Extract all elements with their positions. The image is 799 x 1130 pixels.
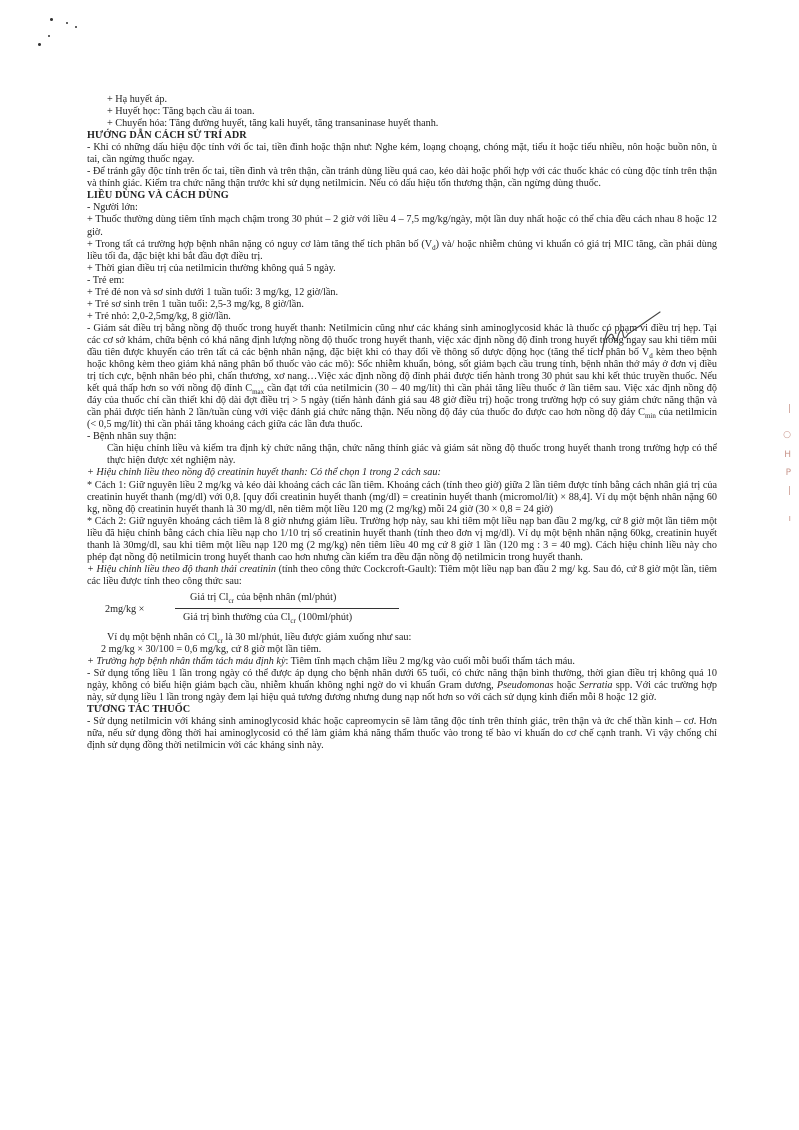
- paragraph: + Trẻ nhỏ: 2,0-2,5mg/kg, 8 giờ/lần.: [87, 310, 231, 322]
- formula-denominator: Giá trị bình thường của $Cl_{cr}$ (100ml/phút): [183, 611, 353, 625]
- margin-mark: |: [787, 404, 791, 414]
- paragraph: * Cách 1: Giữ nguyên liều 2 mg/kg và kéo dài khoảng cách các lần tiêm. Khoảng cách (tính theo giờ) giữa 2 lần tiêm được tính bằng cách nhân giá trị của creatinin huyết thanh (mg/dl) với 0,8. [quy đổi creatinin huyết thanh (mg/dl) = creatinin huyết thanh (micromol/lít) × 88,4]. Ví dụ một bệnh nhân nặng 60 kg, nồng độ creatinin huyết thanh là 30 mg/dl, nên tiêm một liều 120 mg (2 mg/kg) mỗi 24 giờ (30 × 0,8 = 24 giờ): [87, 479, 717, 515]
- adr-item-hematology: + Huyết học: Tăng bạch cầu ái toan.: [107, 106, 255, 118]
- scan-speck: [66, 22, 68, 24]
- section-heading-adr: HƯỚNG DẪN CÁCH SỬ TRÍ ADR: [87, 130, 247, 142]
- paragraph: + Trẻ sơ sinh trên 1 tuần tuổi: 2,5-3 mg/kg, 8 giờ/lần.: [87, 298, 304, 310]
- paragraph: 2 mg/kg × 30/100 = 0,6 mg/kg, cứ 8 giờ một lần tiêm.: [101, 643, 322, 655]
- section-heading-interactions: TƯƠNG TÁC THUỐC: [87, 704, 191, 716]
- margin-mark: ○: [783, 430, 791, 440]
- paragraph: + Trường hợp bệnh nhân thẩm tách máu định kỳ: Tiêm tĩnh mạch chậm liều 2 mg/kg vào cuối mỗi buổi thẩm tách máu.: [87, 656, 575, 668]
- scan-speck: [75, 26, 77, 28]
- margin-mark: H: [784, 450, 791, 460]
- adr-item-blood-pressure: + Hạ huyết áp.: [107, 94, 168, 105]
- paragraph: - Trẻ em:: [87, 274, 125, 286]
- paragraph: + Thuốc thường dùng tiêm tĩnh mạch chậm trong 30 phút – 2 giờ với liều 4 – 7,5 mg/kg/ngày, một lần duy nhất hoặc có thể chia đều cách nhau 8 hoặc 12 giờ.: [87, 214, 717, 238]
- paragraph: + Hiệu chỉnh liều theo nồng độ creatinin huyết thanh: Có thể chọn 1 trong 2 cách sau:: [87, 467, 441, 479]
- scan-speck: [50, 18, 53, 21]
- paragraph: - Để tránh gây độc tính trên ốc tai, tiền đình và trên thận, cần tránh dùng liều quá cao, kéo dài hoặc phối hợp với các thuốc khác có cùng độc tính trên thận và thính giác. Kiểm tra chức năng thận trước khi sử dụng netilmicin. Nếu có dấu hiệu tổn thương thận, cần ngừng dùng thuốc.: [87, 166, 717, 190]
- paragraph: Cần hiệu chỉnh liều và kiểm tra định kỳ chức năng thận, chức năng thính giác và giám sát nồng độ thuốc trong huyết thanh trong trường hợp có thể thực hiện được xét nghiệm này.: [107, 443, 717, 467]
- margin-mark: ı: [788, 514, 791, 524]
- section-heading-dosage: LIỀU DÙNG VÀ CÁCH DÙNG: [87, 190, 229, 202]
- paragraph: - Bệnh nhân suy thận:: [87, 431, 177, 443]
- margin-mark: P: [785, 468, 791, 478]
- scan-speck: [38, 43, 41, 46]
- paragraph: - Sử dụng netilmicin với kháng sinh aminoglycosid khác hoặc capreomycin sẽ làm tăng độc tính trên thính giác, trên thận và ức chế thần kinh – cơ. Hơn nữa, nếu sử dụng đồng thời hai aminoglycosid có thể làm giảm khả năng thẩm thuốc vào trong tế bào vi khuẩn do cơ chế cạnh tranh. Vì vậy chống chỉ định sử dụng đồng thời netilmicin với các kháng sinh này.: [87, 716, 717, 752]
- formula-lhs: 2mg/kg ×: [105, 603, 145, 615]
- document-page: [87, 94, 717, 752]
- fraction-bar: [175, 608, 399, 609]
- paragraph: + Trẻ đẻ non và sơ sinh dưới 1 tuần tuổi: 3 mg/kg, 12 giờ/lần.: [87, 286, 338, 298]
- paragraph: Ví dụ một bệnh nhân có $Cl_{cr}$ là 30 ml/phút, liều được giảm xuống như sau:: [107, 631, 412, 645]
- paragraph: + Thời gian điều trị của netilmicin thường không quá 5 ngày.: [87, 262, 336, 274]
- paragraph: - Sử dụng tổng liều 1 lần trong ngày có thể được áp dụng cho bệnh nhân dưới 65 tuổi, có chức năng thận bình thường, thời gian điều trị không quá 10 ngày, không có biểu hiện giảm bạch cầu, nhiễm khuẩn không nghi ngờ do vi khuẩn Gram dương, Pseudomonas hoặc Serratia spp. Với các trường hợp này, sử dụng liều 1 lần trong ngày đem lại hiệu quả tương đương nhưng dung nạp nốt hơn so với cách sử dụng kinh điển mỗi 8 hoặc 12 giờ.: [87, 668, 718, 704]
- paragraph: + Hiệu chỉnh liều theo độ thanh thải creatinin (tính theo công thức Cockcroft-Gault): Tiêm một liều nạp ban đầu 2 mg/ kg. Sau đó, cứ 8 giờ một lần, tiêm các liều được tính theo công thức sau:: [87, 563, 717, 587]
- paragraph: - Người lớn:: [87, 202, 138, 214]
- paragraph: + Trong tất cả trường hợp bệnh nhân nặng có nguy cơ làm tăng thể tích phân bố $(V_d)$ và/ hoặc nhiễm chủng vi khuẩn có giá trị MIC tăng, cần phải dùng liều tối đa, đặc biệt khi bắt đầu đợt điều trị.: [87, 238, 718, 262]
- margin-mark: |: [787, 486, 791, 496]
- dose-formula: [87, 590, 717, 630]
- paragraph: * Cách 2: Giữ nguyên khoảng cách tiêm là 8 giờ nhưng giảm liều. Trường hợp này, sau khi tiêm một liều nạp ban đầu 2 mg/kg, cứ 8 giờ một lần tiêm một liều đã hiệu chỉnh bằng cách chia liều nạp cho 1/10 trị số creatinin huyết thanh (tính theo đơn vị mg/dl). Ví dụ một bệnh nhân nặng 60kg, creatinin huyết thanh là 30mg/dl, sau khi tiêm một liều nạp 120 mg (2 mg/kg) nên tiêm liều 40 mg cứ 8 giờ 1 lần (120 mg : 3 = 40 mg). Cách hiệu chỉnh liều này cho phép đạt nồng độ netilmicin trong huyết thanh cao hơn nhưng cần kiểm tra đều đặn nồng độ netilmicin trong huyết thanh.: [87, 515, 717, 563]
- adr-item-metabolism: + Chuyển hóa: Tăng đường huyết, tăng kali huyết, tăng transaninase huyết thanh.: [107, 118, 439, 130]
- scan-speck: [48, 35, 50, 37]
- paragraph: - Khi có những dấu hiệu độc tính với ốc tai, tiền đình hoặc thận như: Nghe kém, loạng choạng, chóng mặt, tiểu ít hoặc tiểu nhiều, nôn hoặc buồn nôn, ù tai, cần ngừng thuốc ngay.: [87, 142, 717, 166]
- formula-numerator: Giá trị $Cl_{cr}$ của bệnh nhân (ml/phút): [190, 591, 337, 605]
- paragraph: - Giám sát điều trị bằng nồng độ thuốc trong huyết thanh: Netilmicin cũng như các kháng sinh aminoglycosid khác là thuốc có phạm vi điều trị hẹp. Tại các cơ sở khám, chữa bệnh có khả năng định lượng nồng độ thuốc trong huyết thanh, việc xác định nồng độ đỉnh trong huyết tương ngay sau khi tiêm mũi đầu tiên được khuyến cáo trên tất cả các bệnh nhân nặng, đặc biệt khi có thay đổi về thông số dược động học (tăng thể tích phân bố $V_d$ kèm theo bệnh hoặc không kèm theo giảm khả năng phân bố thuốc vào các mô): Sốc nhiễm khuẩn, bỏng, sốt giảm bạch cầu trung tính, bệnh nhân thở máy ở đơn vị điều trị tích cực, bệnh nhân béo phì, chấn thương, xơ nang…Việc xác định nồng độ đỉnh phải được tiến hành trong 30 phút sau khi kết thúc truyền thuốc. Nếu kết quả thấp hơn so với nồng độ đỉnh $C_{max}$ cần đạt tới của netilmicin (30 – 40 mg/lít) thì cần phải tăng liều thuốc ở lần tiêm sau. Việc xác định nồng độ đáy của thuốc chỉ cần thiết khi độ dài đợt điều trị > 5 ngày (tiến hành đánh giá sau 48 giờ điều trị) hoặc trong trường hợp có suy giảm chức năng thận và cần phải được tiến hành 2 lần/tuần cùng với việc đánh giá chức năng thận. Nếu nồng độ đáy của thuốc đo được cao hơn nồng độ đáy $C_{min}$ của netilmicin (< 0,5 mg/lít) thì cần phải tăng khoảng cách giữa các lần đưa thuốc.: [87, 322, 717, 431]
